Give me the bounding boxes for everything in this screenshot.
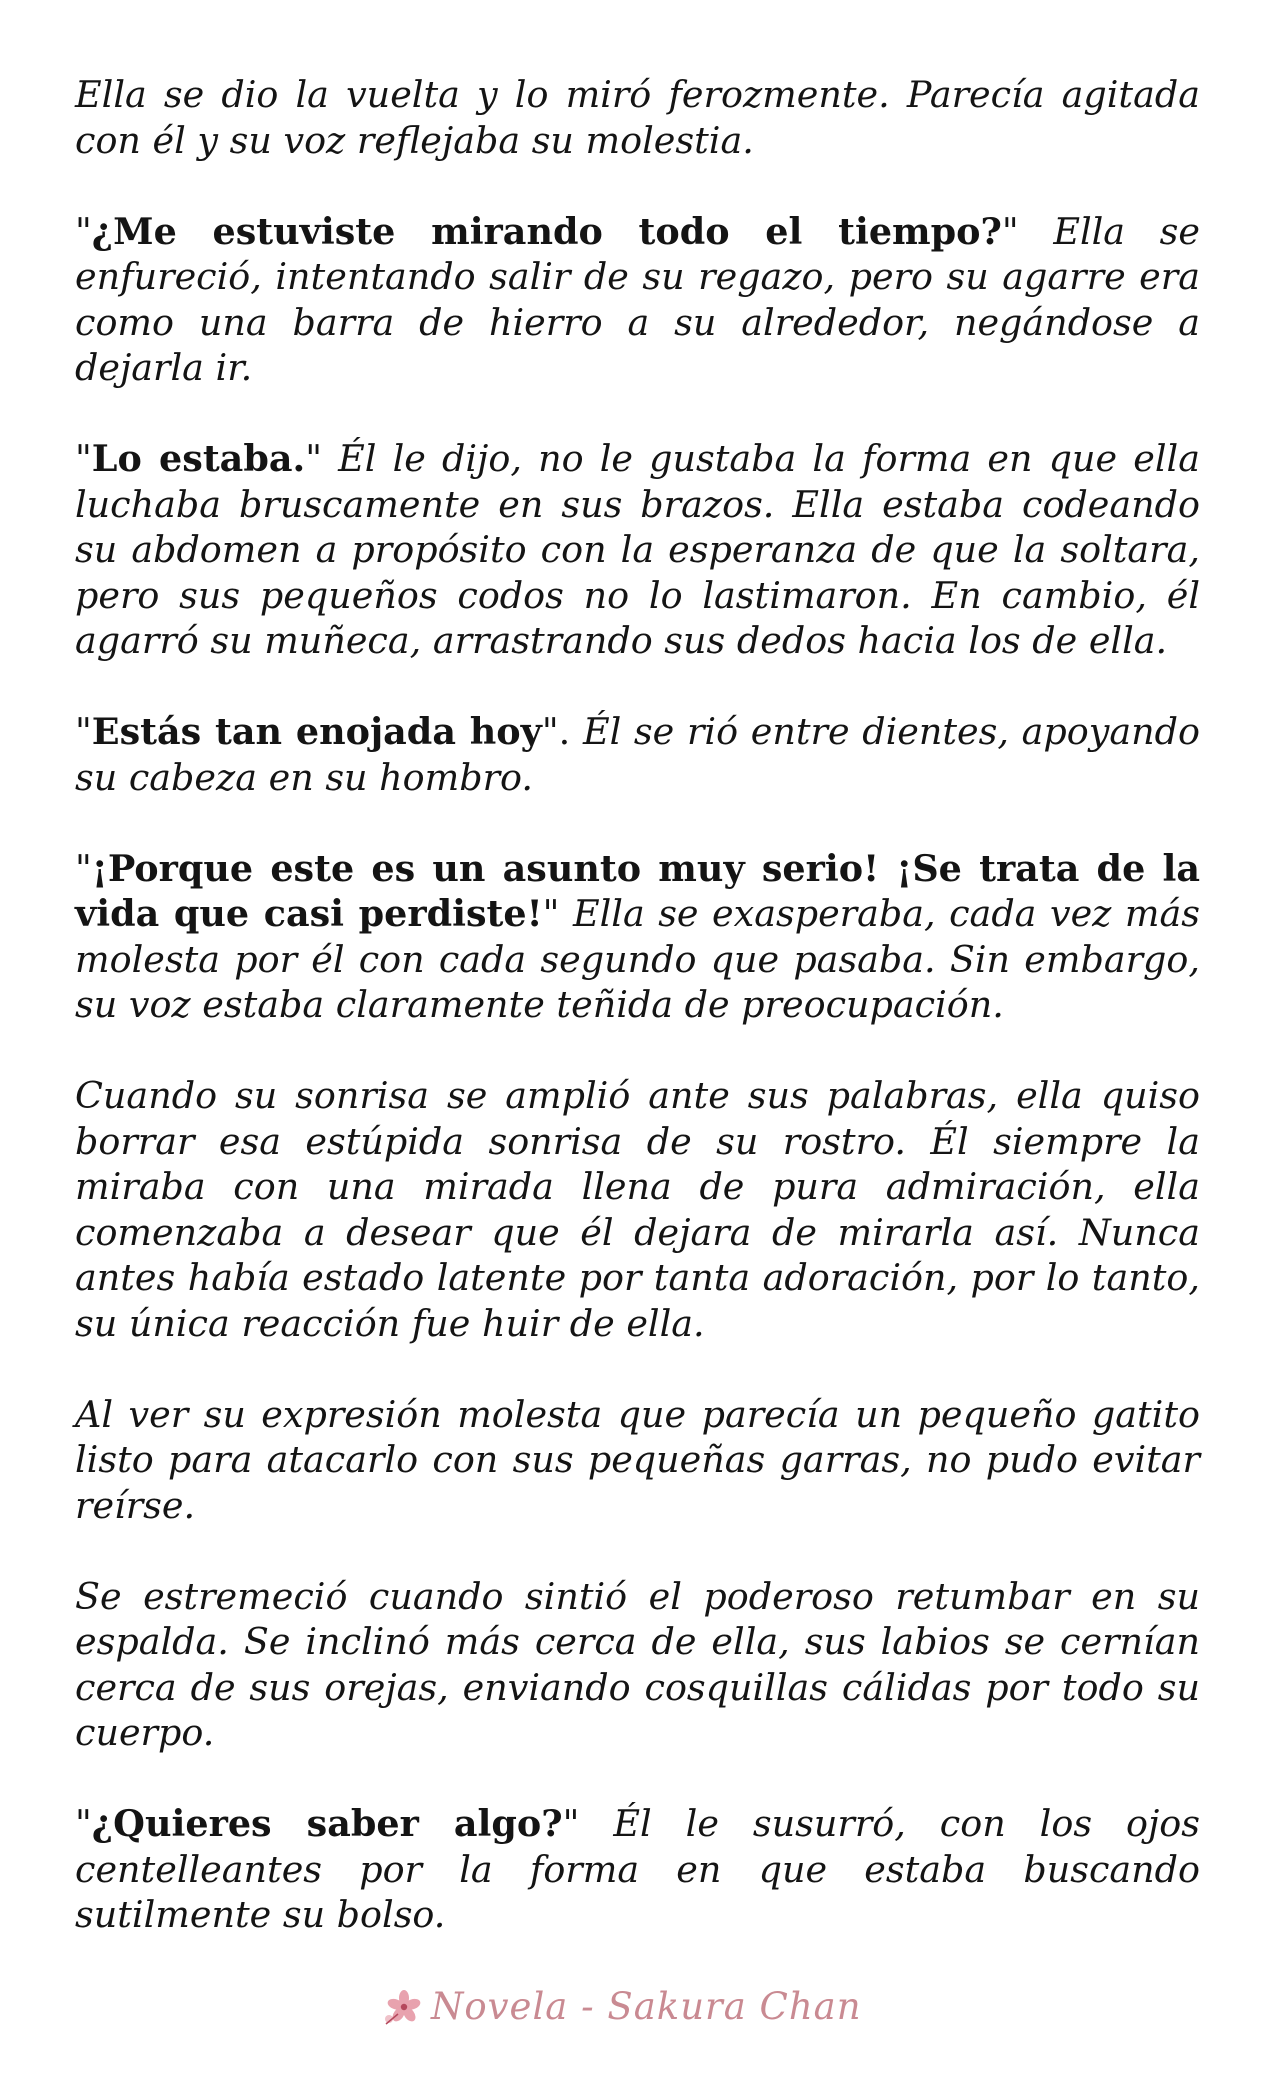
paragraph-6	[75, 1073, 1200, 1346]
dialogue: ¿Me estuviste mirando todo el tiempo?	[91, 209, 1002, 253]
quote-mark: "	[75, 209, 92, 253]
paragraph-7	[75, 1392, 1200, 1529]
quote-mark: ".	[541, 710, 583, 753]
quote-mark: "	[75, 710, 92, 753]
paragraph-5	[75, 846, 1200, 1028]
quote-mark: "	[542, 892, 573, 935]
quote-mark: "	[75, 846, 92, 890]
narration: Ella se exasperaba, cada vez más molesta por él con cada segundo que pasaba. Sin embargo, su voz estaba claramente teñida de preocupación.	[75, 892, 1201, 1026]
narration: Ella se dio la vuelta y lo miró ferozmente. Parecía agitada con él y su voz reflejaba su molestia.	[75, 73, 1200, 162]
dialogue: Estás tan enojada hoy	[91, 710, 542, 753]
quote-mark: "	[75, 437, 92, 480]
story-text	[75, 72, 1200, 1983]
narration: Cuando su sonrisa se amplió ante sus palabras, ella quiso borrar esa estúpida sonrisa de su rostro. Él siempre la miraba con una mirada llena de pura admiración, ella comenzaba a desear que él dejara de mirarla así. Nunca antes había estado latente por tanta adoración, por lo tanto, su única reacción fue huir de ella.	[75, 1074, 1200, 1345]
narration: Él se rió entre dientes, apoyando su cabeza en su hombro.	[75, 710, 1200, 799]
paragraph-9	[75, 1801, 1200, 1938]
paragraph-4	[75, 709, 1200, 800]
narration: Él le susurró, con los ojos centelleantes por la forma en que estaba buscando sutilmente su bolso.	[75, 1802, 1200, 1936]
dialogue: Lo estaba.	[91, 437, 306, 480]
paragraph-8	[75, 1574, 1200, 1756]
paragraph-3	[75, 436, 1200, 664]
narration: Al ver su expresión molesta que parecía un pequeño gatito listo para atacarlo con sus pequeñas garras, no pudo evitar reírse.	[75, 1392, 1200, 1527]
narration: Se estremeció cuando sintió el poderoso retumbar en su espalda. Se inclinó más cerca de ella, sus labios se cernían cerca de sus orejas, enviando cosquillas cálidas por todo su cuerpo.	[75, 1574, 1200, 1754]
quote-mark: "	[75, 1802, 92, 1845]
quote-mark: "	[562, 1802, 614, 1845]
watermark-text: Novela - Sakura Chan	[431, 1985, 862, 2028]
quote-mark: "	[1001, 209, 1054, 253]
dialogue: ¡Porque este es un asunto muy serio! ¡Se trata de la vida que casi perdiste!	[75, 846, 1200, 935]
narration: Él le dijo, no le gustaba la forma en que ella luchaba bruscamente en sus brazos. Ella estaba codeando su abdomen a propósito con la esperanza de que la soltara, pero sus pequeños codos no lo lastimaron. En cambio, él agarró su muñeca, arrastrando sus dedos hacia los de ella.	[75, 437, 1200, 662]
dialogue: ¿Quieres saber algo?	[91, 1802, 563, 1845]
quote-mark: "	[305, 437, 339, 480]
sakura-flower-icon	[383, 1986, 425, 2028]
narration: Ella se enfureció, intentando salir de su regazo, pero su agarre era como una barra de hierro a su alrededor, negándose a dejarla ir.	[75, 209, 1200, 389]
paragraph-1	[75, 72, 1200, 163]
watermark	[383, 1985, 862, 2028]
paragraph-2	[75, 209, 1200, 391]
